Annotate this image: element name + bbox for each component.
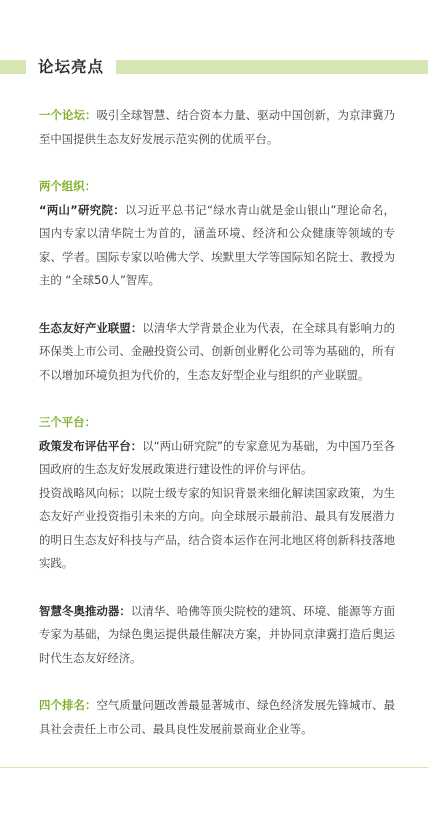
three-platforms-heading: 三个平台：	[39, 415, 96, 429]
four-rankings-paragraph	[39, 694, 395, 741]
header-bar-right	[116, 60, 428, 74]
highlights-content	[39, 104, 395, 741]
header-bar-left	[0, 60, 26, 74]
footer-divider	[0, 767, 428, 768]
alliance-paragraph	[39, 317, 395, 388]
institute-label: “两山”研究院：	[39, 202, 125, 217]
four-rankings-text: 空气质量问题改善最显著城市、绿色经济发展先锋城市、最具社会责任上市公司、最具良性发展前景商业企业等。	[39, 698, 395, 736]
olympic-label: 智慧冬奥推动器：	[39, 603, 131, 618]
section-header	[0, 57, 428, 79]
policy-label: 政策发布评估平台：	[39, 438, 143, 453]
olympic-text: 以清华、哈佛等顶尖院校的建筑、环境、能源等方面专家为基础，为绿色奥运提供最佳解决方案，并协同京津冀打造后奥运时代生态友好经济。	[39, 603, 395, 665]
one-forum-paragraph	[39, 104, 395, 151]
policy-paragraph	[39, 435, 395, 482]
policy-text: 以“两山研究院”的专家意见为基础，为中国乃至各国政府的生态友好发展政策进行建设性的评价与评估。	[39, 438, 395, 476]
invest-paragraph	[39, 482, 395, 576]
two-orgs-heading-line	[39, 175, 395, 199]
invest-text: 投资战略风向标；以院士级专家的知识背景来细化解读国家政策，为生态友好产业投资指引未来的方向。向全球展示最前沿、最具有发展潜力的明日生态友好科技与产品，结合资本运作在河北地区将创新科技落地实践。	[39, 485, 395, 570]
three-platforms-heading-line	[39, 411, 395, 435]
one-forum-text: 吸引全球智慧、结合资本力量、驱动中国创新，为京津冀乃至中国提供生态友好发展示范实例的优质平台。	[39, 108, 395, 146]
alliance-text: 以清华大学背景企业为代表，在全球具有影响力的环保类上市公司、金融投资公司、创新创业孵化公司等为基础的，所有不以增加环境负担为代价的，生态友好型企业与组织的产业联盟。	[39, 320, 395, 382]
four-rankings-label: 四个排名：	[39, 698, 97, 712]
olympic-paragraph	[39, 600, 395, 671]
one-forum-label: 一个论坛：	[39, 108, 97, 122]
two-orgs-heading: 两个组织：	[39, 179, 96, 193]
alliance-label: 生态友好产业联盟：	[39, 320, 143, 335]
institute-text: 以习近平总书记“绿水青山就是金山银山”理论命名，国内专家以清华院士为首的，涵盖环境、经济和公众健康等领域的专家、学者。国际专家以哈佛大学、埃默里大学等国际知名院士、教授为主的 “全球50人”智库。	[39, 202, 395, 287]
page-title: 论坛亮点	[38, 58, 105, 76]
institute-paragraph	[39, 199, 395, 293]
